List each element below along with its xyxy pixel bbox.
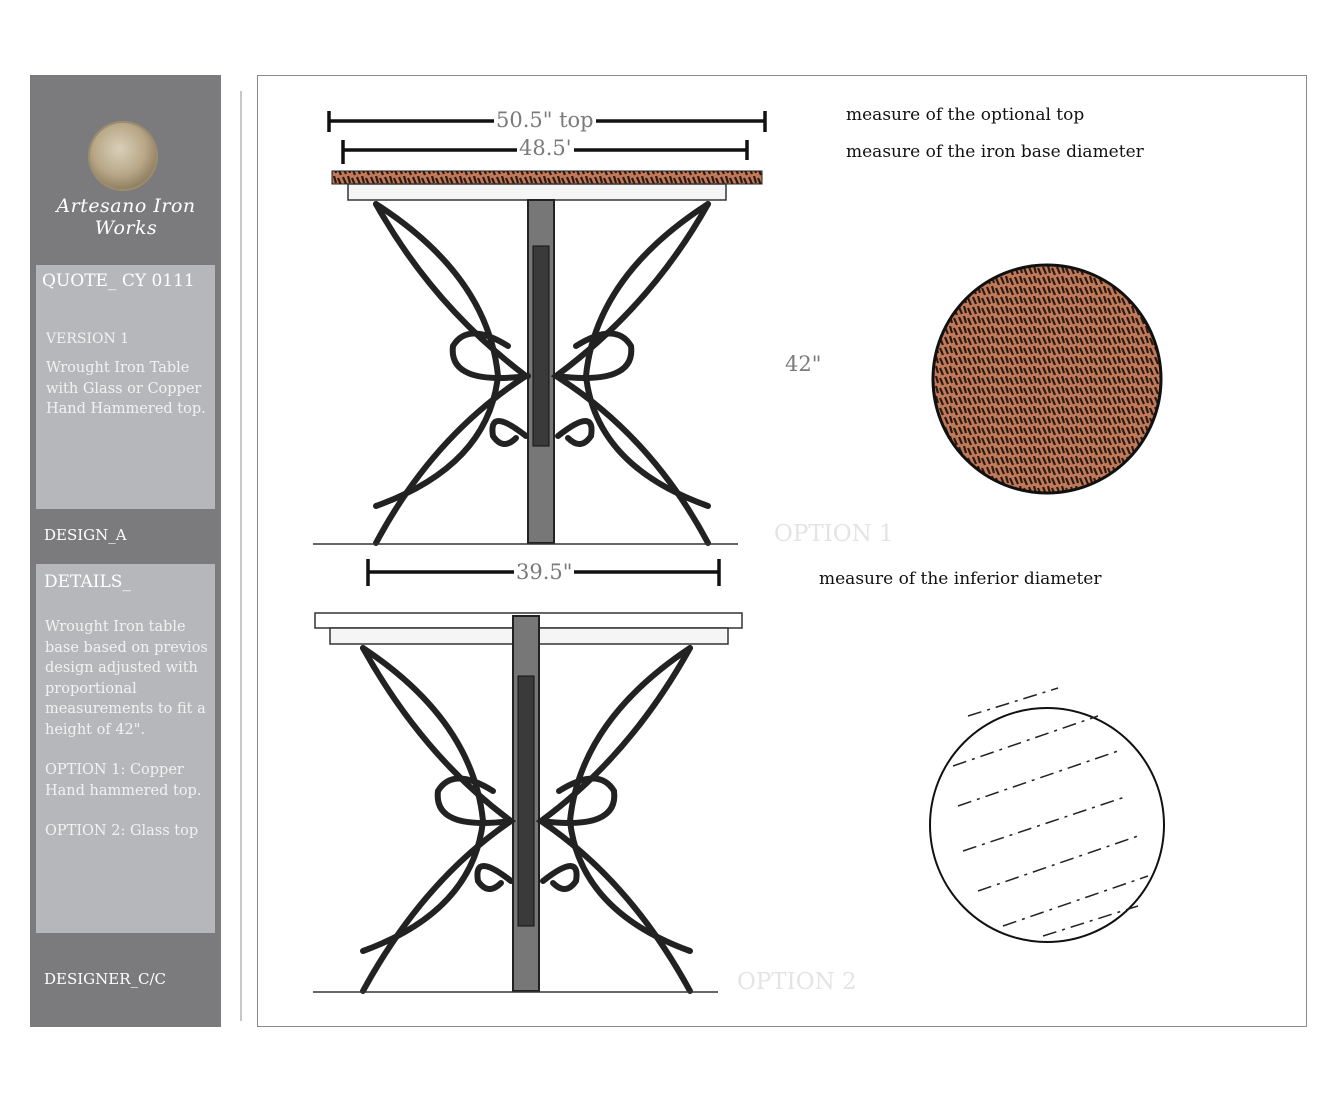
- note-top: measure of the optional top: [846, 105, 1085, 125]
- option-2-label: OPTION 2: [737, 969, 857, 995]
- table-drawings: [258, 76, 1306, 1026]
- divider: [240, 91, 242, 1021]
- table-option-1: [313, 171, 762, 544]
- copper-top-circle: [933, 265, 1161, 493]
- table-option-2: [313, 613, 742, 992]
- quote-description: Wrought Iron Table with Glass or Copper Hand Hammered top.: [46, 360, 206, 417]
- details-paragraph: OPTION 2: Glass top: [45, 823, 199, 839]
- dim-inferior-label: 39.5": [516, 560, 573, 584]
- note-base: measure of the iron base diameter: [846, 142, 1144, 162]
- design-label: DESIGN_A: [44, 526, 127, 544]
- option-1-label: OPTION 1: [774, 521, 894, 547]
- drawing-canvas: [257, 75, 1307, 1027]
- details-title: DETAILS_: [44, 572, 131, 592]
- details-text: [45, 617, 213, 862]
- brand-name: Artesano Iron Works: [56, 195, 196, 239]
- details-paragraph: OPTION 1: Copper Hand hammered top.: [45, 762, 202, 799]
- version-label: VERSION 1: [46, 331, 130, 347]
- sidebar: [30, 75, 221, 1027]
- note-inferior: measure of the inferior diameter: [819, 569, 1102, 589]
- dim-base-label: 48.5': [519, 136, 572, 160]
- anvil-logo-icon: [88, 121, 158, 191]
- designer-label: DESIGNER_C/C: [44, 970, 167, 988]
- details-paragraph: Wrought Iron table base based on previos design adjusted with proportional measurements to fit a height of 42".: [45, 619, 208, 738]
- quote-title: QUOTE_ CY 0111: [42, 271, 195, 291]
- height-label: 42": [785, 352, 822, 376]
- dim-top-label: 50.5" top: [496, 108, 594, 132]
- glass-top-circle: [930, 688, 1164, 942]
